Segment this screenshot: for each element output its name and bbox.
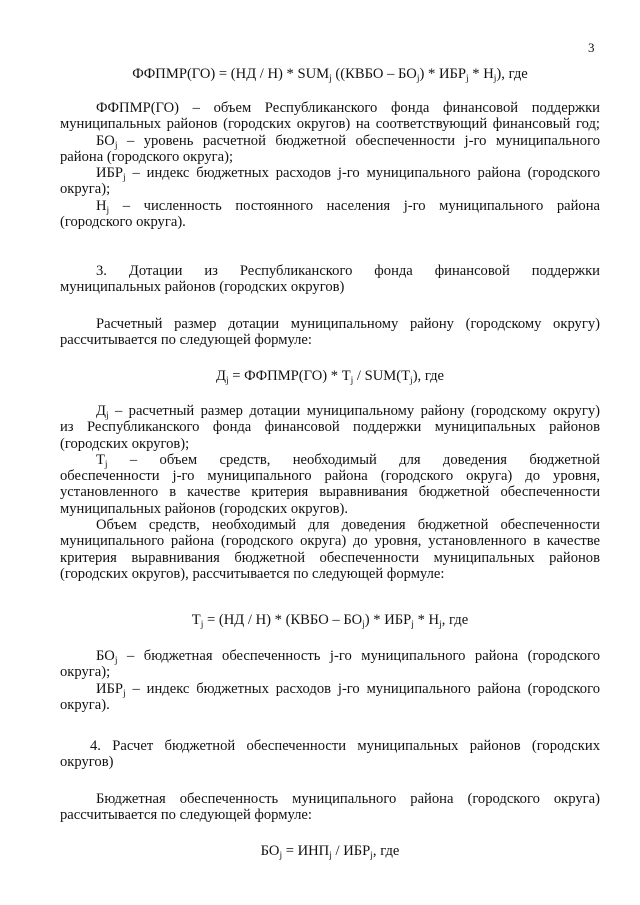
definitions-formula-1: ФФПМР(ГО) – объем Республиканского фонда финансовой поддержки муниципальных районов (городских округов) на соответствующий финансовый год; $БО_j$ – уровень расчетной бюджетной обеспеченности j-го муниципального района (городского округа); $ИБР_j$ – индекс бюджетных расходов j-го муниципального района (городского округа); $Н_j$ – численность постоянного населения j-го муниципального района (городского округа).	[60, 100, 600, 231]
definitions-formula-3: $БО_j$ – бюджетная обеспеченность j-го муниципального района (городского округа); $ИБР_j$ – индекс бюджетных расходов j-го муниципального района (городского округа).	[60, 648, 600, 713]
formula-volume: $Т_j = (НД / Н)$ * (КВБО – $БО_j) * ИБР_j * Н_j$, где	[191, 612, 469, 630]
paragraph-calculation: Расчетный размер дотации муниципальному району (городскому округу) рассчитывается по следующей формуле:	[60, 316, 600, 349]
page-number: 3	[588, 40, 595, 55]
definitions-formula-2: $Д_j$ – расчетный размер дотации муниципальному району (городскому округу) из Республиканского фонда финансовой поддержки муниципальных районов (городских округов); $Т_j$ – объем средств, необходимый для доведения бюджетной обеспеченности j-го муниципального района (городского округа) до уровня, установленного в качестве критерия выравнивания бюджетной обеспеченности муниципальных районов (городских округов). Объем средств, необходимый для доведения бюджетной обеспеченности муниципального района (городского округа) до уровня, установленного в качестве критерия выравнивания бюджетной обеспеченности муниципальных районов (городских округов), рассчитывается по следующей формуле:	[60, 403, 600, 582]
formula-dotation: $Д_j$ = ФФПМР(ГО) * $Т_j / SUM(Т_j)$, где	[215, 368, 445, 386]
formula-bo: $БО_j = ИНП_j / ИБР_j$, где	[260, 843, 400, 861]
section-4-heading: 4. Расчет бюджетной обеспеченности муниципальных районов (городских округов)	[60, 738, 600, 771]
section-3-heading: 3. Дотации из Республиканского фонда финансовой поддержки муниципальных районов (городских округов)	[60, 263, 600, 296]
paragraph-budget-provision: Бюджетная обеспеченность муниципального района (городского округа) рассчитывается по следующей формуле:	[60, 791, 600, 824]
formula-ffpmr: ФФПМР(ГО) = $(НД / Н) * SUM_j$ ((КВБО – $БО_j) * ИБР_j * Н_j$), где	[132, 66, 528, 84]
